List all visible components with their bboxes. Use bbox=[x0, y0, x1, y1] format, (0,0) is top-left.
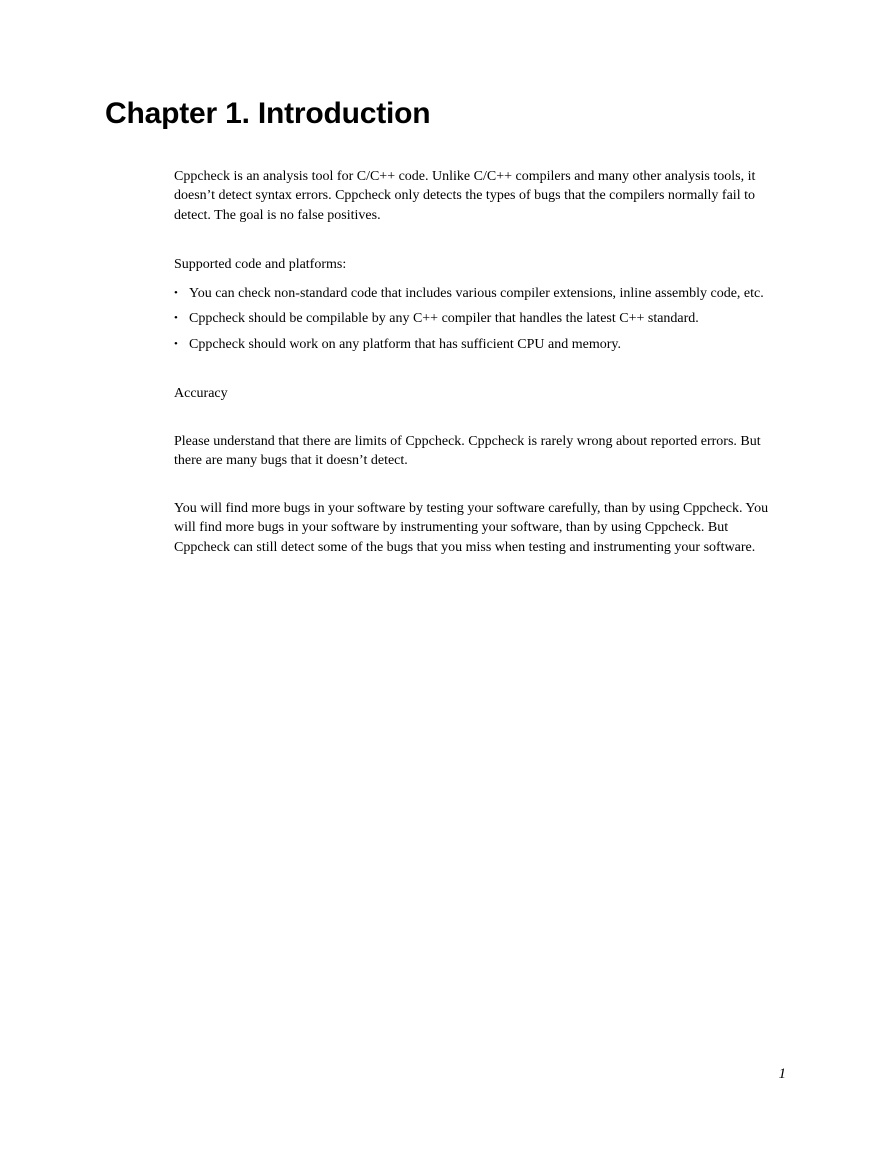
bullet-icon: • bbox=[174, 337, 178, 350]
bullet-icon: • bbox=[174, 287, 178, 299]
list-item bbox=[174, 335, 804, 354]
list-item-text: Cppcheck should work on any platform that has sufficient CPU and memory. bbox=[189, 336, 621, 352]
list-item bbox=[174, 309, 804, 328]
bullet-icon: • bbox=[174, 312, 178, 325]
supported-heading: Supported code and platforms: bbox=[174, 257, 347, 272]
intro-paragraph: Cppcheck is an analysis tool for C/C++ code. Unlike C/C++ compilers and many other analysis tools, it doesn’t detect syntax errors. Cppcheck only detects the types of bugs that the compilers normally fail to detect. The goal is no false positives. bbox=[174, 169, 756, 223]
accuracy-paragraph-testing: You will find more bugs in your software by testing your software carefully, than by using Cppcheck. You will find more bugs in your software by instrumenting your software, than by using Cppcheck. But Cppcheck can still detect some of the bugs that you miss when testing and instrumenting your software. bbox=[174, 501, 769, 555]
accuracy-heading: Accuracy bbox=[174, 386, 228, 401]
list-item-text: Cppcheck should be compilable by any C++ compiler that handles the latest C++ standard. bbox=[189, 311, 699, 327]
chapter-title: Chapter 1. Introduction bbox=[105, 97, 431, 130]
page-number: 1 bbox=[778, 1066, 786, 1082]
list-item bbox=[174, 284, 804, 303]
list-item-text: You can check non-standard code that includes various compiler extensions, inline assembly code, etc. bbox=[189, 286, 764, 301]
accuracy-paragraph-limits: Please understand that there are limits of Cppcheck. Cppcheck is rarely wrong about reported errors. But there are many bugs that it doesn’t detect. bbox=[174, 434, 761, 469]
supported-list bbox=[174, 284, 804, 360]
